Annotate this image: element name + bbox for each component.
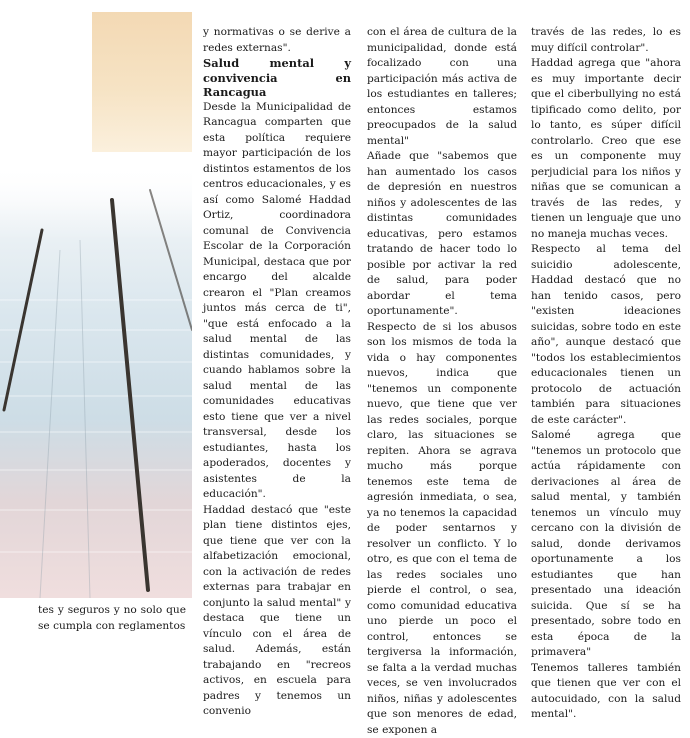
column-3-paragraph-3: Respecto al tema del suicidio adolescente, Haddad destacó que no han tenido casos, pero "existen ideaciones suicidas, sobre todo en este año", aunque destacó que "todos los establecimientos educacionales tienen un protocolo de actuación también para situaciones de este carácter". xyxy=(531,242,681,428)
staircase-photo xyxy=(0,0,192,598)
column-2 xyxy=(367,25,517,738)
column-3-paragraph-2: Haddad agrega que "ahora es muy importante decir que el ciberbullying no está tipificado como delito, por lo tanto, es súper difícil controlarlo. Creo que ese es un componente muy perjudicial para los niños y niñas que se comunican a través de las redes, y tienen un lenguaje que uno no maneja muchas veces. xyxy=(531,56,681,242)
column-3-paragraph-1: través de las redes, lo es muy difícil controlar". xyxy=(531,25,681,56)
tail-text: tes y seguros y no solo que se cumpla con reglamentos xyxy=(38,603,186,634)
column-3-paragraph-5: Tenemos talleres también que tienen que ver con el autocuidado, con la salud mental". xyxy=(531,661,681,723)
column-1-lead: y normativas o se derive a redes externas". xyxy=(203,25,351,56)
column-2-paragraph-2: Añade que "sabemos que han aumentado los casos de depresión en nuestros niños y adolescentes de las distintas comunidades educativas, pero estamos tratando de hacer todo lo posible por activar la red de salud, para poder abordar el tema oportunamente". xyxy=(367,149,517,320)
column-3-paragraph-4: Salomé agrega que "tenemos un protocolo que actúa rápidamente con derivaciones al área de salud mental, y también tenemos un vínculo muy cercano con la división de salud, donde derivamos oportunamente a los estudiantes que han presentado una ideación suicida. Que sí se ha presentado, sobre todo en esta época de la primavera" xyxy=(531,428,681,661)
column-2-paragraph-3: Respecto de si los abusos son los mismos de toda la vida o hay componentes nuevos, indica que "tenemos un componente nuevo, que tiene que ver las redes sociales, porque claro, las situaciones se repiten. Ahora se agrava mucho más porque tenemos este tema de agresión inmediata, o sea, ya no tenemos la capacidad de poder sentarnos y resolver un conflicto. Y lo otro, es que con el tema de las redes sociales uno pierde el control, o sea, como comunidad educativa uno pierde un poco el control, entonces se tergiversa la información, se falta a la verdad muchas veces, se ven involucrados niños, niñas y adolescentes que son menores de edad, se exponen a xyxy=(367,320,517,738)
column-1-paragraph-2: Haddad destacó que "este plan tiene distintos ejes, que tiene que ver con la alfabetización emocional, con la activación de redes externas para trabajar en conjunto la salud mental" y destaca que tiene un vínculo con el área de salud. Además, están trabajando en "recreos activos, en escuela para padres y tenemos un convenio xyxy=(203,503,351,720)
column-1 xyxy=(203,25,351,720)
photo-caption-continuation xyxy=(38,603,186,634)
section-heading: Salud mental y convivencia en Rancagua xyxy=(203,56,351,100)
staircase-lines xyxy=(0,0,192,598)
column-1-paragraph-1: Desde la Municipalidad de Rancagua comparten que esta política requiere mayor participación de los distintos estamentos de los centros educacionales, y es así como Salomé Haddad Ortiz, coordinadora comunal de Convivencia Escolar de la Corporación Municipal, destaca que por encargo del alcalde crearon el "Plan creamos juntos más cerca de ti", "que está enfocado a la salud mental de las distintas comunidades, y cuando hablamos sobre la salud mental de las comunidades educativas esto tiene que ver a nivel transversal, desde los estudiantes, hasta los apoderados, docentes y asistentes de la educación". xyxy=(203,100,351,503)
column-2-paragraph-1: con el área de cultura de la municipalidad, donde está focalizado con una participación más activa de los estudiantes en talleres; entonces estamos preocupados de la salud mental" xyxy=(367,25,517,149)
column-3 xyxy=(531,25,681,723)
